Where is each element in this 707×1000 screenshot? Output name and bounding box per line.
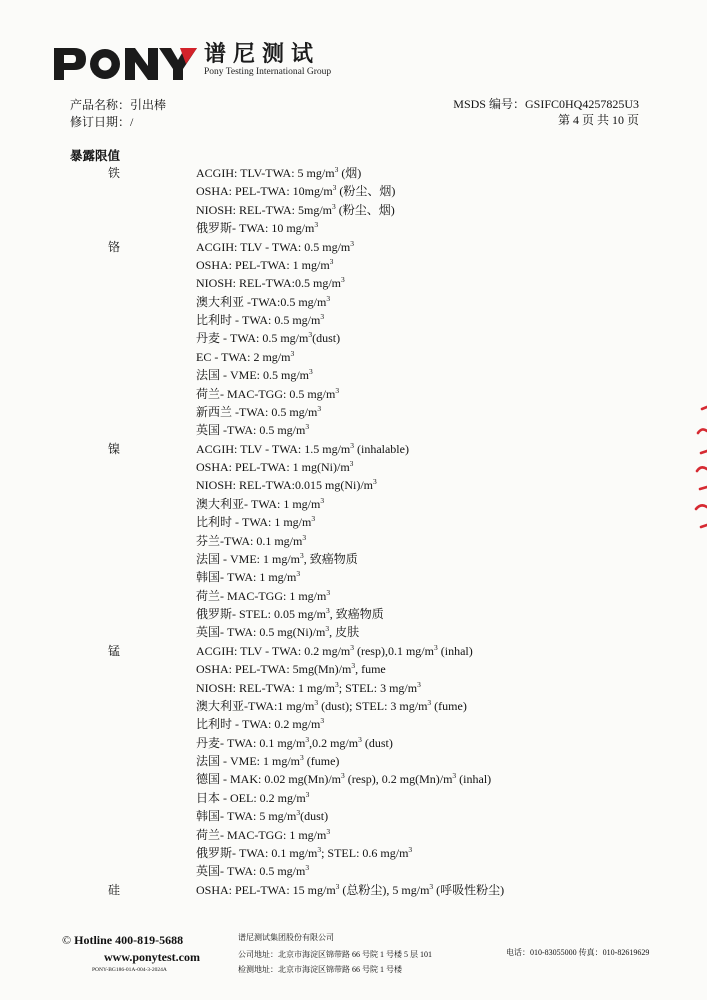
exposure-limit-value: EC - TWA: 2 $mg/m^3$ [196,348,295,364]
red-stamp-fragment-icon [692,405,707,535]
list-item [0,881,707,899]
list-item [0,752,707,770]
element-name: 镍 [108,441,121,456]
hotline-text: Hotline 400-819-5688 [74,933,184,947]
exposure-limit-value: OSHA: PEL-TWA: $10mg/m^3$ (粉尘、烟) [196,183,396,199]
office-address: 公司地址：北京市海淀区锦带路 66 号院 1 号楼 5 层 101 [238,950,432,959]
list-item [0,550,707,568]
list-item [0,458,707,476]
list-item [0,734,707,752]
exposure-limit-value: 韩国- TWA: 1 $mg/m^3$ [196,569,301,585]
list-item [0,862,707,880]
exposure-limit-value: 澳大利亚- TWA: 1 $mg/m^3$ [196,495,325,511]
list-item [0,770,707,788]
exposure-limit-value: ACGIH: TLV - TWA: 0.5 $mg/m^3$ [196,238,354,254]
list-item [0,329,707,347]
list-item [0,366,707,384]
exposure-limit-value: 英国- TWA: 0.5 $mg(Ni)/m^3$, 皮肤 [196,624,360,640]
list-item [0,201,707,219]
element-name: 硅 [108,882,121,897]
company-logo [52,42,352,82]
exposure-limit-value: 俄罗斯- TWA: 0.1 $mg/m^3$; STEL: 0.6 $mg/m^3$ [196,844,413,860]
exposure-limit-value: 英国- TWA: 0.5 $mg/m^3$ [196,863,310,879]
list-item [0,642,707,660]
page-info: 第 4 页 共 10 页 [557,113,639,127]
list-item [0,238,707,256]
list-item [0,789,707,807]
list-item [0,587,707,605]
list-item [0,623,707,641]
exposure-limit-value: 比利时 - TWA: 0.5 $mg/m^3$ [196,312,325,327]
logo-chinese-name: 谱尼测试 [204,42,321,67]
exposure-limit-value: 比利时 - TWA: 0.2 $mg/m^3$ [196,716,325,732]
exposure-limit-value: 丹麦- TWA: 0.1 $mg/m^3,0.2$ $mg/m^3$ (dust) [196,734,393,750]
exposure-limit-value: ACGIH: TLV - TWA: 0.2 $mg/m^3$ (resp),0.1 $mg/m^3$ (inhal) [196,642,473,658]
exposure-limit-value: OSHA: PEL-TWA: 15 $mg/m^3$ (总粉尘), 5 $mg/m^3$ (呼吸性粉尘) [196,881,505,897]
list-item [0,605,707,623]
exposure-limit-value: 法国 - VME: 0.5 $mg/m^3$ [196,367,313,383]
exposure-limit-value: 澳大利亚 -TWA:0.5 $mg/m^3$ [196,293,331,309]
exposure-limit-value: 法国 - VME: 1 $mg/m^3$, 致癌物质 [196,550,358,566]
revision-date: 修订日期：/ [70,115,134,129]
exposure-limit-value: 丹麦 - TWA: 0.5 $mg/m^3(dust)$ [196,330,341,346]
list-item [0,844,707,862]
exposure-limits-list [0,164,707,899]
exposure-limit-value: NIOSH: REL-TWA: 1 $mg/m^3$; STEL: 3 $mg/m^3$ [196,679,421,695]
copyright-phone-icon: © [62,933,72,947]
exposure-limit-value: 德国 - MAK: 0.02 $mg(Mn)/m^3$ (resp), 0.2 $mg(Mn)/m^3$ (inhal) [196,771,492,787]
element-name: 锰 [108,643,121,658]
list-item [0,274,707,292]
list-item [0,495,707,513]
list-item [0,385,707,403]
exposure-limit-value: 澳大利亚-TWA:1 $mg/m^3$ (dust); STEL: 3 $mg/m^3$ (fume) [196,697,467,713]
section-title: 暴露限值 [70,149,121,163]
document-number: PONY-BG186-01A-004-3-2024A [92,967,167,973]
list-item [0,513,707,531]
list-item [0,219,707,237]
product-name: 产品名称：引出棒 [70,98,167,112]
page-footer [0,930,707,980]
exposure-limit-value: 荷兰- MAC-TGG: 1 $mg/m^3$ [196,826,331,842]
lab-address: 检测地址：北京市海淀区锦带路 66 号院 1 号楼 [238,965,402,974]
exposure-limit-value: 俄罗斯- STEL: 0.05 $mg/m^3$, 致癌物质 [196,606,384,621]
exposure-limit-value: OSHA: PEL-TWA: 1 $mg/m^3$ [196,256,334,272]
exposure-limit-value: NIOSH: REL-TWA: $5mg/m^3$ (粉尘、烟) [196,201,395,217]
exposure-limit-value: NIOSH: REL-TWA:0.015 $mg(Ni)/m^3$ [196,477,377,493]
list-item [0,164,707,182]
list-item [0,532,707,550]
element-name: 铬 [108,239,121,254]
exposure-limit-value: 法国 - VME: 1 $mg/m^3$ (fume) [196,753,340,768]
exposure-limit-value: 比利时 - TWA: 1 $mg/m^3$ [196,514,316,530]
list-item [0,421,707,439]
exposure-limit-value: NIOSH: REL-TWA:0.5 $mg/m^3$ [196,275,345,291]
list-item [0,679,707,697]
exposure-limit-value: 俄罗斯- TWA: 10 $mg/m^3$ [196,220,319,236]
list-item [0,715,707,733]
list-item [0,476,707,494]
list-item [0,256,707,274]
list-item [0,826,707,844]
company-name: 谱尼测试集团股份有限公司 [238,933,334,942]
list-item [0,403,707,421]
logo-english-name: Pony Testing International Group [204,67,332,77]
exposure-limit-value: 芬兰-TWA: 0.1 $mg/m^3$ [196,532,307,548]
website-link[interactable]: www.ponytest.com [104,950,200,964]
list-item [0,182,707,200]
list-item [0,568,707,586]
hotline [62,932,183,948]
exposure-limit-value: 日本 - OEL: 0.2 $mg/m^3$ [196,789,310,805]
list-item [0,660,707,678]
exposure-limit-value: OSHA: PEL-TWA: 1 $mg(Ni)/m^3$ [196,459,354,474]
exposure-limit-value: 韩国- TWA: 5 $mg/m^3(dust)$ [196,808,329,824]
list-item [0,440,707,458]
list-item [0,311,707,329]
exposure-limit-value: ACGIH: TLV-TWA: 5 $mg/m^3$ (烟) [196,165,362,180]
exposure-limit-value: 新西兰 -TWA: 0.5 $mg/m^3$ [196,403,322,419]
pony-logo-icon [52,42,202,82]
list-item [0,293,707,311]
exposure-limit-value: 荷兰- MAC-TGG: 1 $mg/m^3$ [196,587,331,603]
list-item [0,807,707,825]
list-item [0,348,707,366]
msds-number: MSDS 编号：GSIFC0HQ4257825U3 [453,97,639,111]
exposure-limit-value: 荷兰- MAC-TGG: 0.5 $mg/m^3$ [196,385,340,401]
element-name: 铁 [108,166,121,180]
exposure-limit-value: 英国 -TWA: 0.5 $mg/m^3$ [196,422,310,438]
exposure-limit-value: ACGIH: TLV - TWA: 1.5 $mg/m^3$ (inhalable) [196,440,409,456]
exposure-limit-value: OSHA: PEL-TWA: $5mg(Mn)/m^3$, fume [196,661,386,677]
phone-fax: 电话：010-83055000 传真：010-82619629 [506,948,650,957]
list-item [0,697,707,715]
